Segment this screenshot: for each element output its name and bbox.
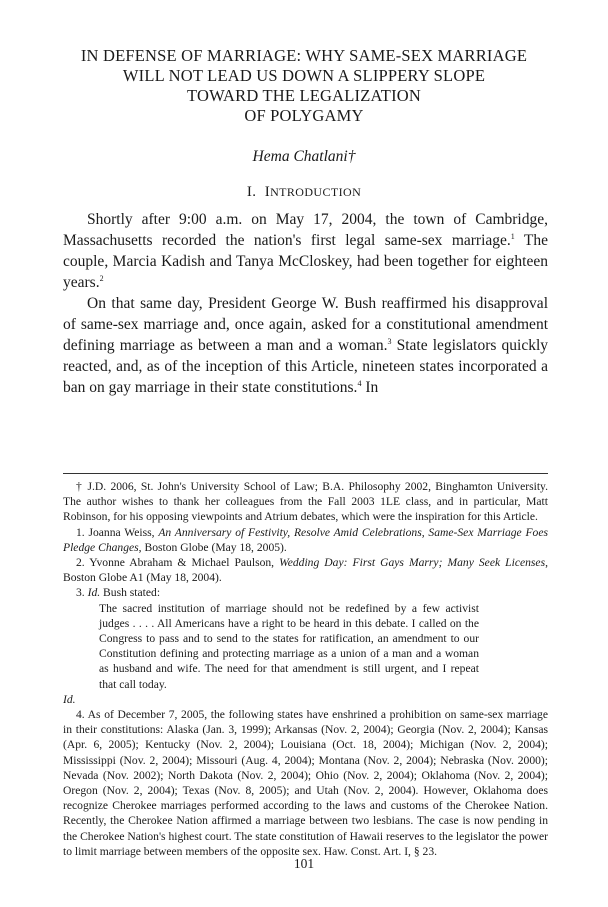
- author-byline: [0, 148, 608, 166]
- footnote-text: , Boston Globe (May 18, 2005).: [138, 540, 287, 554]
- section-heading: [0, 184, 608, 201]
- block-quote: [99, 601, 479, 692]
- body-sentence: On that same day, President George W. Bush reaffirmed his disapproval of same-sex marriage and, once again, asked for a constitutional amendment defining marriage as between a man and a woman.: [63, 295, 548, 354]
- body-sentence: The couple, Marcia Kadish and Tanya McCloskey, had been together for eighteen years.: [63, 232, 548, 291]
- footnote-text: , Boston Globe A1 (May 18, 2004).: [63, 556, 548, 585]
- title-line: OF POLYGAMY: [244, 106, 364, 125]
- title-line: WILL NOT LEAD US DOWN A SLIPPERY SLOPE: [122, 66, 486, 85]
- footnote-ref: 4: [357, 378, 362, 388]
- body-sentence: In: [361, 379, 379, 396]
- title-line: TOWARD THE LEGALIZATION: [186, 86, 422, 105]
- title-line: IN DEFENSE OF MARRIAGE: WHY SAME-SEX MARRIAGE: [80, 46, 528, 65]
- page-number: 101: [293, 856, 315, 871]
- footnote-text: Bush stated:: [100, 586, 161, 600]
- author-footnote-mark: †: [347, 148, 356, 165]
- footnote-1: [63, 525, 548, 555]
- body-sentence: Shortly after 9:00 a.m. on May 17, 2004, the town of Cambridge, Massachusetts recorded the nation's first legal same-sex marriage.: [63, 211, 548, 249]
- footnote-4: 4. As of December 7, 2005, the following states have enshrined a prohibition on same-sex marriage in their constitutions: Alaska (Jan. 3, 1999); Arkansas (Nov. 2, 2004); Georgia (Nov. 2, 2004); Kansas (Apr. 6, 2005); Kentucky (Nov. 2, 2004); Louisiana (Oct. 18, 2004); Michigan (Nov. 2, 2004); Mississippi (Nov. 2, 2004); Missouri (Aug. 4, 2004); Montana (Nov. 2, 2004); Nebraska (Nov. 2000); Nevada (Nov. 2002); North Dakota (Nov. 2, 2004); Ohio (Nov. 2, 2004); Oklahoma (Nov. 2, 2004); Oregon (Nov. 2, 2004); Texas (Nov. 8, 2005); and Utah (Nov. 2, 2004). However, Oklahoma does recognize Cherokee marriages performed according to the laws and customs of the Cherokee Nation. Recently, the Cherokee Nation affirmed a marriage between two lesbians. The case is now pending in the Cherokee Nation's highest court. The state constitution of Hawaii reserves to the legislator the power to limit marriage between members of the opposite sex. Haw. Const. Art. I, § 23.: [63, 708, 548, 858]
- footnote-id-line: [63, 692, 548, 707]
- footnote-title: Wedding Day: First Gays Marry; Many Seek Licenses: [279, 556, 546, 570]
- article-title: [40, 46, 568, 126]
- footnote-author: † J.D. 2006, St. John's University School of Law; B.A. Philosophy 2002, Binghamton University. The author wishes to thank her colleagues from the Fall 2003 1LE class, and in particular, Matt Robinson, for his opposing viewpoints and Atrium debates, which were the inspiration for this Article.: [63, 480, 548, 524]
- paragraph: [63, 209, 548, 293]
- quote-text: The sacred institution of marriage should not be redefined by a few activist judges . . . . All Americans have a right to be heard in this debate. I called on the Congress to pass and to send to the states for ratification, an amendment to our Constitution defining and protecting marriage as a union of a man and a woman as husband and wife. The need for that amendment is still urgent, and I repeat that call today.: [99, 601, 479, 691]
- footnote-text: 2. Yvonne Abraham & Michael Paulson,: [76, 556, 280, 570]
- section-heading-rest: NTRODUCTION: [270, 185, 362, 199]
- footnote-id: Id.: [87, 586, 101, 600]
- footnotes: [63, 479, 548, 859]
- footnote-id: Id.: [63, 692, 76, 706]
- footnote-divider: [63, 473, 548, 474]
- footnote-text: 3.: [76, 586, 88, 600]
- paragraph: [63, 293, 548, 398]
- footnote-ref: 1: [510, 231, 515, 241]
- body-text: [63, 209, 548, 398]
- footnote-text: 1. Joanna Weiss,: [76, 525, 159, 539]
- section-heading-initial: I: [264, 184, 271, 200]
- footnote-ref: 3: [387, 336, 392, 346]
- section-number: I.: [246, 184, 257, 200]
- body-sentence: State legislators quickly reacted, and, as of the inception of this Article, nineteen states incorporated a ban on gay marriage in their state constitutions.: [63, 337, 549, 396]
- footnote-title: An Anniversary of Festivity, Resolve Amid Celebrations, Same-Sex Marriage Foes Pledge Changes: [63, 525, 548, 554]
- footnote-3: [63, 585, 548, 600]
- footnote-2: [63, 555, 548, 585]
- author-name: Hema Chatlani: [252, 148, 348, 165]
- footnote-ref: 2: [99, 273, 104, 283]
